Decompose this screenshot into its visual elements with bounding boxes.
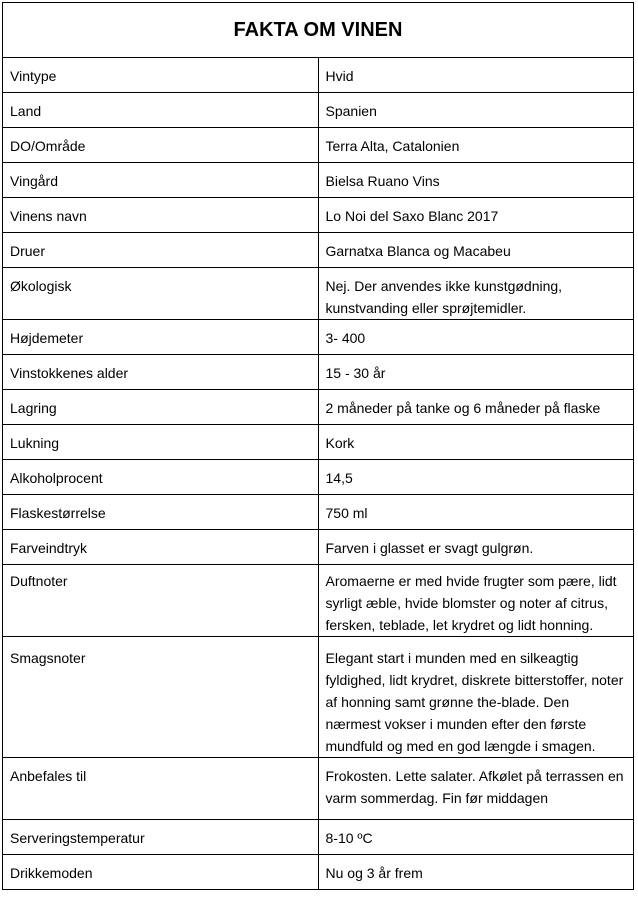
wine-facts-table [2,2,634,890]
table-row [3,820,634,855]
table-row [3,58,634,93]
table-row [3,233,634,268]
table-row [3,565,634,637]
table-row [3,390,634,425]
table-row [3,355,634,390]
row-value-lukning: Kork [318,425,634,460]
row-value-hoejdemeter: 3- 400 [318,320,634,355]
row-value-land: Spanien [318,93,634,128]
row-label-flaskestoerrelse: Flaskestørrelse [3,495,319,530]
table-row [3,128,634,163]
row-label-lukning: Lukning [3,425,319,460]
table-row [3,855,634,890]
row-value-alkoholprocent: 14,5 [318,460,634,495]
table-row [3,163,634,198]
row-label-drikkemoden: Drikkemoden [3,855,319,890]
title-row [3,3,634,58]
row-label-oekologisk: Økologisk [3,268,319,320]
row-value-serveringstemperatur: 8-10 ºC [318,820,634,855]
row-value-omraade: Terra Alta, Catalonien [318,128,634,163]
row-value-druer: Garnatxa Blanca og Macabeu [318,233,634,268]
row-value-vinstokkenes-alder: 15 - 30 år [318,355,634,390]
row-value-anbefales-til: Frokosten. Lette salater. Afkølet på terrassen en varm sommerdag. Fin før middagen [318,758,634,820]
row-label-lagring: Lagring [3,390,319,425]
row-label-vinstokkenes-alder: Vinstokkenes alder [3,355,319,390]
row-value-oekologisk: Nej. Der anvendes ikke kunstgødning, kunstvanding eller sprøjtemidler. [318,268,634,320]
row-label-land: Land [3,93,319,128]
table-title: FAKTA OM VINEN [3,3,634,58]
row-label-duftnoter: Duftnoter [3,565,319,637]
row-value-smagsnoter: Elegant start i munden med en silkeagtig fyldighed, lidt krydret, diskrete bitterstoffer, noter af honning samt grønne the-blade. Den nærmest vokser i munden efter den første mundfuld og med en god længde i smagen. [318,637,634,758]
table-row [3,93,634,128]
row-label-hoejdemeter: Højdemeter [3,320,319,355]
row-value-vingaard: Bielsa Ruano Vins [318,163,634,198]
row-value-vinens-navn: Lo Noi del Saxo Blanc 2017 [318,198,634,233]
row-value-vintype: Hvid [318,58,634,93]
row-value-drikkemoden: Nu og 3 år frem [318,855,634,890]
row-value-flaskestoerrelse: 750 ml [318,495,634,530]
row-value-lagring: 2 måneder på tanke og 6 måneder på flaske [318,390,634,425]
row-label-vinens-navn: Vinens navn [3,198,319,233]
row-label-druer: Druer [3,233,319,268]
table-row [3,758,634,820]
row-value-duftnoter: Aromaerne er med hvide frugter som pære, lidt syrligt æble, hvide blomster og noter af citrus, fersken, teblade, let krydret og lidt honning. [318,565,634,637]
row-label-vintype: Vintype [3,58,319,93]
table-row [3,637,634,758]
row-label-serveringstemperatur: Serveringstemperatur [3,820,319,855]
table-row [3,425,634,460]
table-row [3,320,634,355]
row-value-farveindtryk: Farven i glasset er svagt gulgrøn. [318,530,634,565]
table-row [3,198,634,233]
row-label-smagsnoter: Smagsnoter [3,637,319,758]
table-row [3,460,634,495]
row-label-vingaard: Vingård [3,163,319,198]
row-label-farveindtryk: Farveindtryk [3,530,319,565]
row-label-alkoholprocent: Alkoholprocent [3,460,319,495]
table-row [3,530,634,565]
row-label-omraade: DO/Område [3,128,319,163]
table-row [3,268,634,320]
table-row [3,495,634,530]
row-label-anbefales-til: Anbefales til [3,758,319,820]
